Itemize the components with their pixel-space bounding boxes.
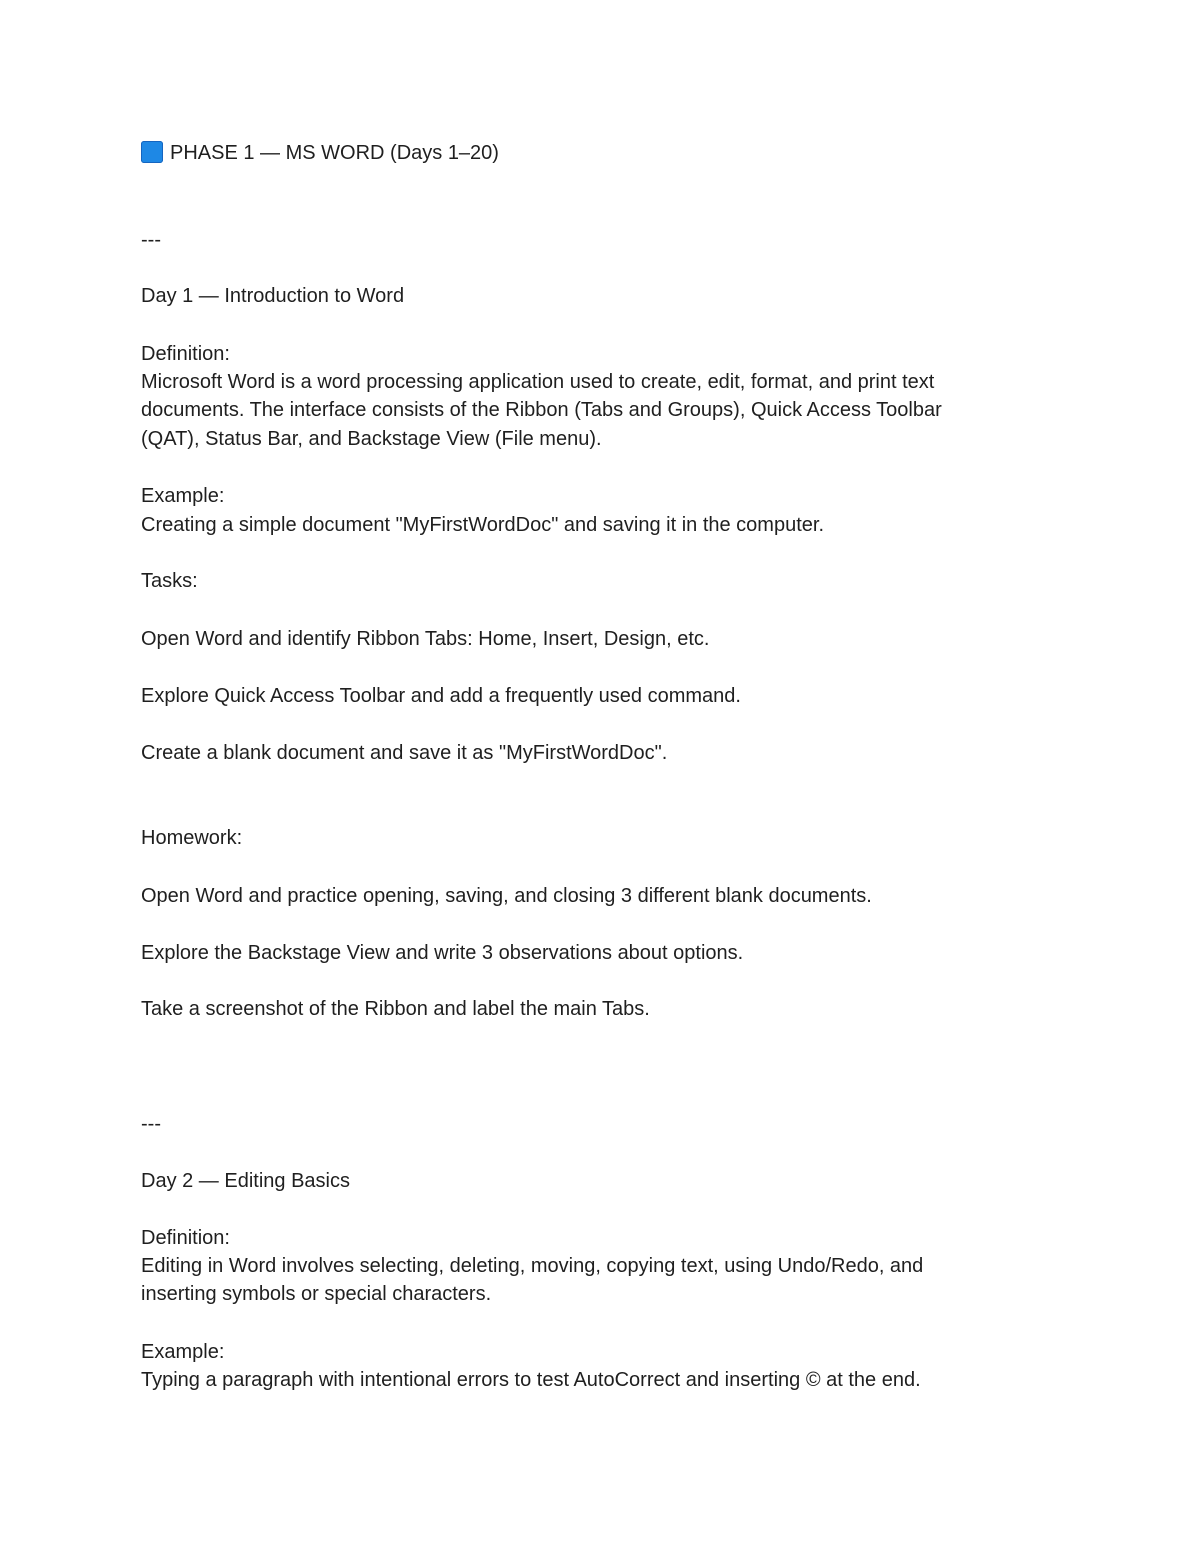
day1-definition-line: (QAT), Status Bar, and Backstage View (File menu). — [141, 428, 602, 450]
day1-task-item: Create a blank document and save it as "MyFirstWordDoc". — [141, 742, 668, 764]
day1-title: Day 1 — Introduction to Word — [141, 285, 405, 307]
day1-task-item: Open Word and identify Ribbon Tabs: Home, Insert, Design, etc. — [141, 628, 710, 650]
day2-title: Day 2 — Editing Basics — [141, 1170, 350, 1192]
day1-homework-item: Open Word and practice opening, saving, and closing 3 different blank documents. — [141, 885, 872, 907]
day1-example-label: Example: — [141, 485, 225, 507]
day1-task-item: Explore Quick Access Toolbar and add a frequently used command. — [141, 685, 741, 707]
phase-title — [141, 139, 499, 168]
day2-definition-line: Editing in Word involves selecting, deleting, moving, copying text, using Undo/Redo, and — [141, 1255, 924, 1277]
day1-tasks-label: Tasks: — [141, 570, 198, 592]
day1-example-text: Creating a simple document "MyFirstWordDoc" and saving it in the computer. — [141, 514, 825, 536]
phase-title-text: PHASE 1 — MS WORD (Days 1–20) — [170, 142, 499, 164]
day2-definition-label: Definition: — [141, 1227, 230, 1249]
day2-example-text: Typing a paragraph with intentional errors to test AutoCorrect and inserting © at the end. — [141, 1369, 921, 1391]
separator-2: --- — [141, 1113, 161, 1135]
day1-definition-label: Definition: — [141, 343, 230, 365]
blue-square-icon — [141, 141, 163, 163]
day1-homework-label: Homework: — [141, 827, 243, 849]
day1-definition-line: Microsoft Word is a word processing application used to create, edit, format, and print text — [141, 371, 935, 393]
day1-definition-line: documents. The interface consists of the Ribbon (Tabs and Groups), Quick Access Toolbar — [141, 399, 942, 421]
day2-example-label: Example: — [141, 1341, 225, 1363]
day1-homework-item: Explore the Backstage View and write 3 observations about options. — [141, 942, 744, 964]
day2-definition-line: inserting symbols or special characters. — [141, 1283, 492, 1305]
day1-homework-item: Take a screenshot of the Ribbon and label the main Tabs. — [141, 998, 650, 1020]
separator-1: --- — [141, 229, 161, 251]
